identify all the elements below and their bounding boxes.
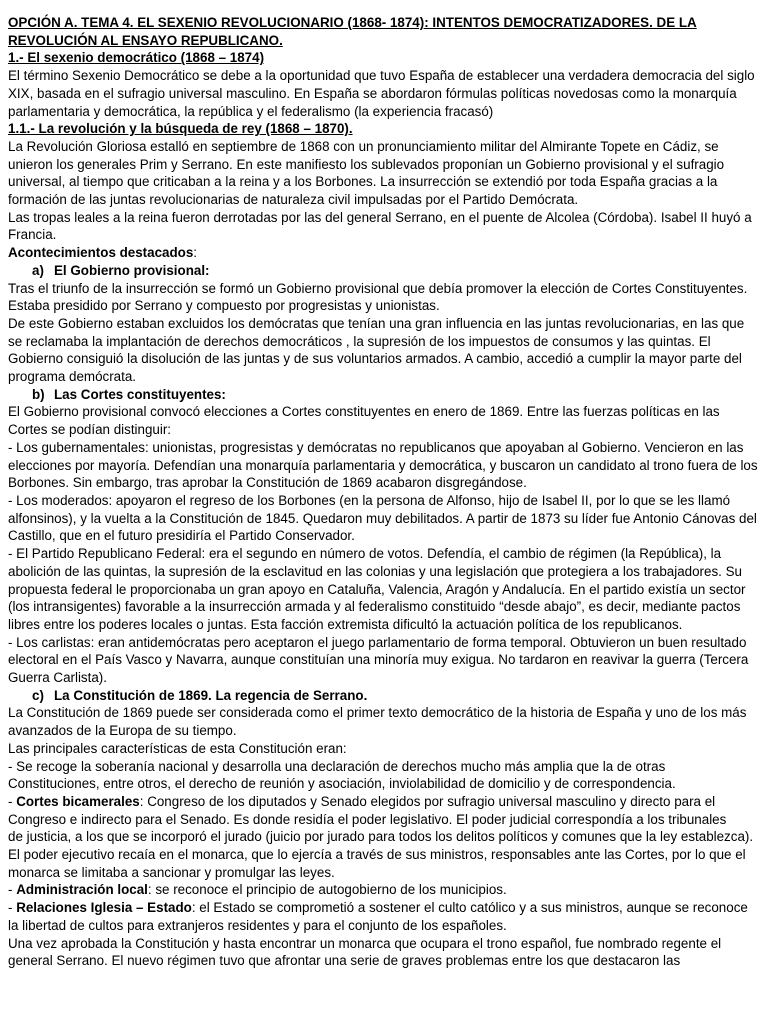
subsection-c-paragraph-3: - Se recoge la soberanía nacional y desarrolla una declaración de derechos mucho más amplia que la de otras Constituciones, entre otros, el derecho de reunión y asociación, inviolabilidad de domicilio y de correspondencia.: [8, 758, 676, 792]
section-1-1-paragraph-1: La Revolución Gloriosa estalló en septiembre de 1868 con un pronunciamiento militar del Almirante Topete en Cádiz, se unieron los generales Prim y Serrano. En este manifiesto los sublevados proponían un Gobierno provisional y el sufragio universal, al tiempo que criticaban a la reina y a los Borbones. La insurrección se extendió por toda España gracias a la formación de las juntas revolucionarias de naturaleza civil impulsadas por el Partido Demócrata.: [8, 138, 725, 208]
subsection-b-letter: b): [32, 386, 45, 402]
subsection-b-paragraph-5: - Los carlistas: eran antidemócratas pero aceptaron el juego parlamentario de forma temporal. Obtuvieron un buen resultado electoral en el País Vasco y Navarra, aunque constituían una minoría muy exigua. No tardaron en reavivar la guerra (Tercera Guerra Carlista).: [8, 634, 749, 686]
admin-prefix: -: [8, 882, 17, 898]
subsection-c-paragraph-7: [8, 899, 760, 934]
subsection-b-heading: [8, 386, 760, 404]
events-colon: :: [193, 245, 198, 261]
subsection-c-paragraph-8: Una vez aprobada la Constitución y hasta encontrar un monarca que ocupara el trono español, fue nombrado regente el general Serrano. El nuevo régimen tuvo que afrontar una serie de graves problemas entre los que destacaron las: [8, 935, 722, 969]
subsection-a-label: El Gobierno provisional:: [54, 262, 210, 278]
subsection-b-paragraph-4: - El Partido Republicano Federal: era el segundo en número de votos. Defendía, el cambio de régimen (la República), la abolición de las quintas, la supresión de la esclavitud en las colonias y una legislación que protegiera a los trabajadores. Su propuesta federal le proporcionaba un gran apoyo en Cataluña, Valencia, Aragón y Andalucía. En el partido existía un sector (los intransigentes) favorable a la insurrección armada y al federalismo constituido “desde abajo”, es decir, mediante pactos libres entre los poderes locales o juntas. Esta facción extremista dificultó la actuación política de los republicanos.: [8, 546, 746, 632]
subsection-b-label: Las Cortes constituyentes:: [54, 386, 226, 402]
cortes-prefix: -: [8, 793, 17, 809]
subsection-b-paragraph-1: El Gobierno provisional convocó elecciones a Cortes constituyentes en enero de 1869. Entre las fuerzas políticas en las Cortes se podían distinguir:: [8, 404, 720, 438]
cortes-text: : Congreso de los diputados y Senado elegidos por sufragio universal masculino y directo para el Congreso e indirecto para el Senado. Es donde residía el poder legislativo. El poder judicial correspondía a los tribunales: [8, 793, 727, 827]
subsection-b-paragraph-2: - Los gubernamentales: unionistas, progresistas y demócratas no republicanos que apoyaban al Gobierno. Vencieron en las elecciones por mayoría. Defendían una monarquía parlamentaria y democrática, y buscaron un candidato al trono fuera de los Borbones. Sin embargo, tras aprobar la Constitución de 1869 acabaron disgregándose.: [8, 439, 758, 491]
subsection-a-paragraph-1: Tras el triunfo de la insurrección se formó un Gobierno provisional que debía promover la elección de Cortes Constituyentes. Estaba presidido por Serrano y compuesto por progresistas y unionistas.: [8, 280, 748, 314]
admin-term: Administración local: [16, 882, 148, 898]
subsection-a-letter: a): [32, 262, 44, 278]
church-prefix: -: [8, 900, 17, 916]
admin-text: : se reconoce el principio de autogobierno de los municipios.: [147, 882, 507, 898]
subsection-c-label: La Constitución de 1869. La regencia de Serrano.: [54, 687, 368, 703]
subsection-c-paragraph-4: [8, 793, 760, 828]
subsection-c-paragraph-2: Las principales características de esta Constitución eran:: [8, 740, 347, 756]
section-1-1-heading: 1.1.- La revolución y la búsqueda de rey (1868 – 1870).: [8, 121, 353, 137]
subsection-c-paragraph-6: [8, 881, 760, 899]
subsection-a-heading: [8, 262, 760, 280]
section-1-intro: El término Sexenio Democrático se debe a la oportunidad que tuvo España de establecer una verdadera democracia del siglo XIX, basada en el sufragio universal masculino. En España se abordaron fórmulas políticas novedosas como la monarquía parlamentaria y democrática, la república y el federalismo (la experiencia fracasó): [8, 68, 755, 119]
events-heading: [8, 244, 760, 262]
subsection-c-paragraph-1: La Constitución de 1869 puede ser considerada como el primer texto democrático de la historia de España y uno de los más avanzados de la Europa de su tiempo.: [8, 705, 747, 739]
subsection-b-paragraph-3: - Los moderados: apoyaron el regreso de los Borbones (en la persona de Alfonso, hijo de Isabel II, por lo que se les llamó alfonsinos), y la vuelta a la Constitución de 1845. Quedaron muy debilitados. A partir de 1873 su líder fue Antonio Cánovas del Castillo, que en el futuro presidiría el Partido Conservador.: [8, 492, 757, 544]
subsection-c-heading: [8, 687, 760, 705]
subsection-c-letter: c): [32, 687, 44, 703]
section-1-heading: 1.- El sexenio democrático (1868 – 1874): [8, 50, 265, 66]
section-1-1-paragraph-2: Las tropas leales a la reina fueron derrotadas por las del general Serrano, en el puente de Alcolea (Córdoba). Isabel II huyó a Francia.: [8, 209, 752, 243]
events-label: Acontecimientos destacados: [8, 245, 194, 261]
cortes-term: Cortes bicamerales: [16, 793, 140, 809]
subsection-a-paragraph-2: De este Gobierno estaban excluidos los demócratas que tenían una gran influencia en las juntas revolucionarias, en las que se reclamaba la implantación de derechos democráticos , la supresión de los impuestos de consumos y las quintas. El Gobierno consiguió la disolución de las juntas y de sus voluntarios armados. A cambio, accedió a cumplir la mayor parte del programa demócrata.: [8, 315, 745, 385]
church-text: : el Estado se comprometió a sostener el culto católico y a sus ministros, aunque se reconoce la libertad de cultos para extranjeros residentes y para el conjunto de los españoles.: [8, 900, 748, 933]
document-title: OPCIÓN A. TEMA 4. EL SEXENIO REVOLUCIONARIO (1868- 1874): INTENTOS DEMOCRATIZADORES. DE LA REVOLUCIÓN AL ENSAYO REPUBLICANO.: [8, 15, 697, 48]
subsection-c-paragraph-5: de justicia, a los que se incorporó el jurado (juicio por jurado para todos los delitos políticos y comunes que la ley establezca). El poder ejecutivo recaía en el monarca, que lo ejercía a través de sus ministros, responsables ante las Cortes, por lo que el monarca se limitaba a sancionar y promulgar las leyes.: [8, 829, 754, 880]
church-term: Relaciones Iglesia – Estado: [16, 900, 192, 916]
